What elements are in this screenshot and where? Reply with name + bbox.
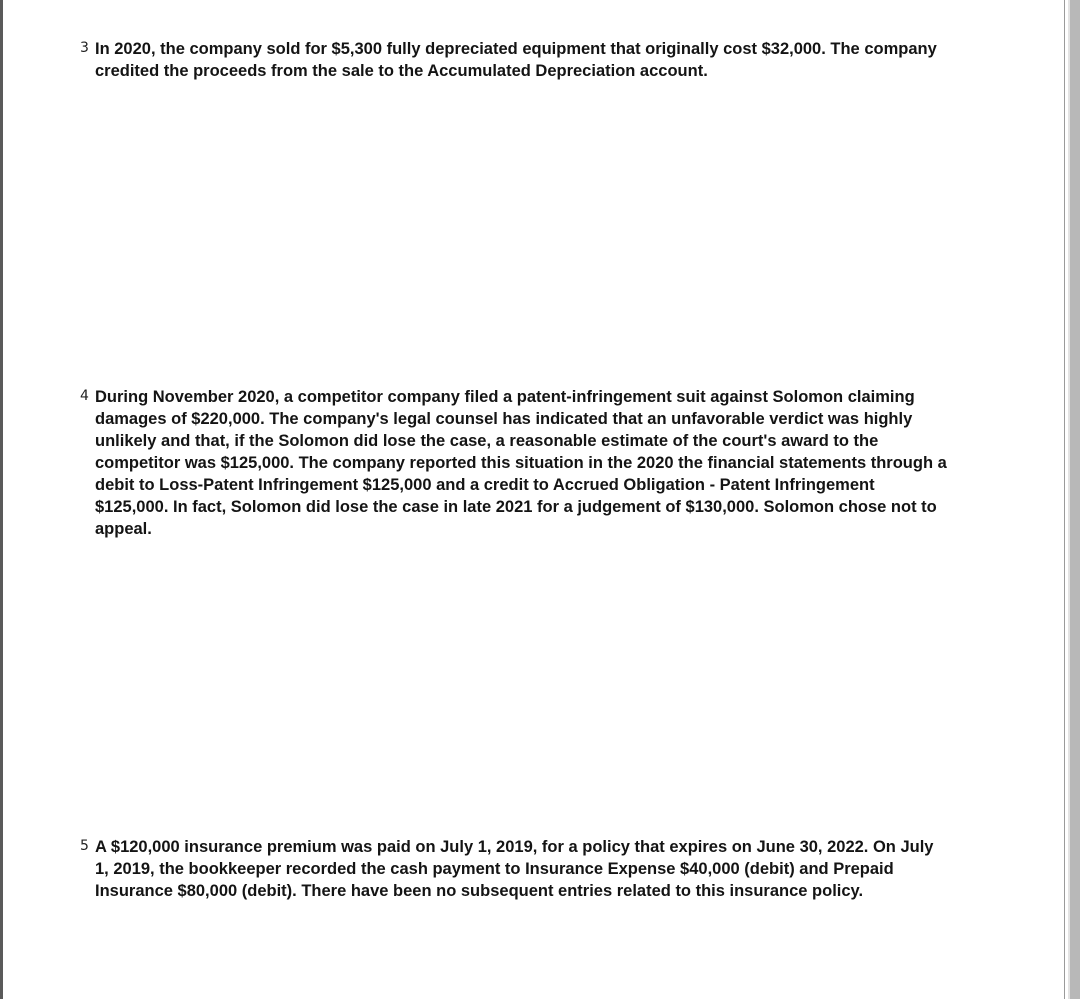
question-5 bbox=[80, 836, 950, 902]
vertical-scrollbar[interactable] bbox=[1064, 0, 1080, 999]
question-text: In 2020, the company sold for $5,300 fully depreciated equipment that originally cost $32,000. The company credited the proceeds from the sale to the Accumulated Depreciation account. bbox=[95, 40, 937, 80]
question-text: A $120,000 insurance premium was paid on July 1, 2019, for a policy that expires on June 30, 2022. On July 1, 2019, the bookkeeper recorded the cash payment to Insurance Expense $40,000 (debit) and Prepaid Insurance $80,000 (debit). There have been no subsequent entries related to this insurance policy. bbox=[95, 838, 934, 900]
scrollbar-thumb[interactable] bbox=[1070, 0, 1080, 999]
question-3 bbox=[80, 38, 950, 82]
question-number: 5 bbox=[80, 838, 89, 854]
scrollbar-track-edge bbox=[1064, 0, 1068, 999]
question-number: 4 bbox=[80, 388, 89, 404]
question-4 bbox=[80, 386, 950, 540]
question-number: 3 bbox=[80, 40, 89, 56]
page-left-border bbox=[0, 0, 3, 999]
question-text: During November 2020, a competitor company filed a patent-infringement suit against Solomon claiming damages of $220,000. The company's legal counsel has indicated that an unfavorable verdict was highly unlikely and that, if the Solomon did lose the case, a reasonable estimate of the court's award to the competitor was $125,000. The company reported this situation in the 2020 the financial statements through a debit to Loss-Patent Infringement $125,000 and a credit to Accrued Obligation - Patent Infringement $125,000. In fact, Solomon did lose the case in late 2021 for a judgement of $130,000. Solomon chose not to appeal. bbox=[95, 388, 947, 538]
